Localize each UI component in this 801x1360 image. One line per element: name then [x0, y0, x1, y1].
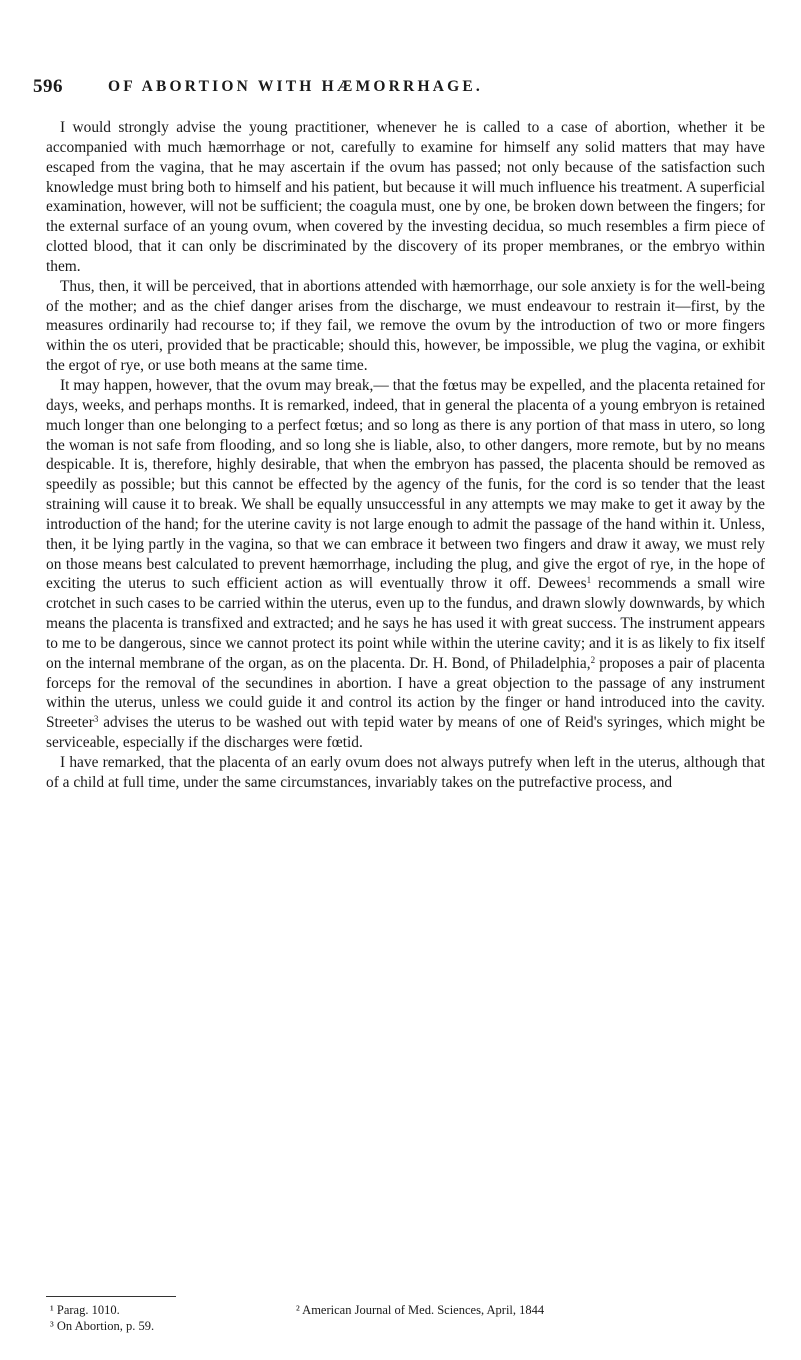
page-number: 596: [33, 76, 63, 97]
paragraph: [46, 118, 765, 277]
footnote-divider: [46, 1296, 176, 1297]
paragraph: [46, 376, 765, 753]
text-run: advises the uterus to be washed out with tepid water by means of one of Reid's syringes, which might be serviceable, especially if the discharges were fœtid.: [46, 714, 765, 752]
footnotes: [46, 1302, 765, 1334]
body-text: [46, 118, 765, 793]
footnote-1: ¹ Parag. 1010.: [50, 1303, 120, 1317]
text-run: I would strongly advise the young practitioner, whenever he is called to a case of abortion, whether it be accompanied with much hæmorrhage or not, carefully to examine for himself any solid matters that may have escaped from the vagina, that he may ascertain if the ovum has passed; not only because of the satisfaction such knowledge must bring both to himself and his patient, but because it will much influence his treatment. A superficial examination, however, will not be sufficient; the coagula must, one by one, be broken down between the fingers; for the external surface of an young ovum, when covered by the investing decidua, so much resembles a firm piece of clotted blood, that it can only be discriminated by the discovery of its proper membranes, or the embryo within them.: [46, 119, 765, 275]
page-header: [33, 76, 773, 100]
text-run: It may happen, however, that the ovum may break,— that the fœtus may be expelled, and the placenta retained for days, weeks, and perhaps months. It is remarked, indeed, that in general the placenta of a young embryon is retained much longer than one belonging to a perfect fœtus; and so long as there is any portion of that mass in utero, so long the woman is not safe from flooding, and so long she is liable, also, to other dangers, more remote, but by no means despicable. It is, therefore, highly desirable, that when the embryon has passed, the placenta should be removed as speedily as possible; but this cannot be effected by the agency of the funis, for the cord is so tender that the least straining will cause it to break. We shall be equally unsuccessful in any attempts we may make to get it away by the introduction of the hand; for the uterine cavity is not large enough to admit the passage of the hand within it. Unless, then, it be lying partly in the vagina, so that we can embrace it between two fingers and draw it away, we must rely on those means best calculated to prevent hæmorrhage, including the plug, and give the ergot of rye, in the hope of exciting the uterus to such efficient action as will eventually throw it off. Dewees: [46, 376, 765, 593]
text-run: proposes a pair of placenta forceps for the removal of the secundines in abortion. I have a great objection to the passage of any instrument within the uterus, unless we could guide it and control its action by the finger or hand introduced into the cavity. Streeter: [46, 654, 765, 732]
footnote-3: ³ On Abortion, p. 59.: [50, 1319, 155, 1333]
footnote-ref-1[interactable]: 1: [586, 575, 592, 586]
paragraph: [46, 753, 765, 793]
footnote-2: ² American Journal of Med. Sciences, April, 1844: [296, 1303, 545, 1317]
paragraph: [46, 277, 765, 376]
text-run: Thus, then, it will be perceived, that in abortions attended with hæmorrhage, our sole anxiety is for the well-being of the mother; and as the chief danger arises from the discharge, we must endeavour to restrain it—first, by the measures ordinarily had recourse to; if they fail, we remove the ovum by the introduction of two or more fingers within the os uteri, provided that be practicable; should this, however, be impossible, we plug the vagina, or exhibit the ergot of rye, or use both means at the same time.: [46, 277, 765, 375]
footnote-ref-2[interactable]: 2: [590, 654, 596, 665]
footnote-row: [46, 1318, 765, 1334]
text-run: I have remarked, that the placenta of an early ovum does not always putrefy when left in the uterus, although that of a child at full time, under the same circumstances, invariably takes on the putrefactive process, and: [46, 754, 765, 791]
text-run: recommends a small wire crotchet in such cases to be carried within the uterus, even up to the fundus, and drawn slowly downwards, by which means the placenta is transfixed and extracted; and he says he has used it with great success. The instrument appears to me to be dangerous, since we cannot protect its point while within the uterine cavity; and it is as likely to fix itself on the internal membrane of the organ, as on the placenta. Dr. H. Bond, of Philadelphia,: [46, 575, 765, 672]
footnote-ref-3[interactable]: 3: [93, 714, 99, 725]
footnote-row: [46, 1302, 765, 1318]
running-title: OF ABORTION WITH HÆMORRHAGE.: [108, 78, 483, 95]
